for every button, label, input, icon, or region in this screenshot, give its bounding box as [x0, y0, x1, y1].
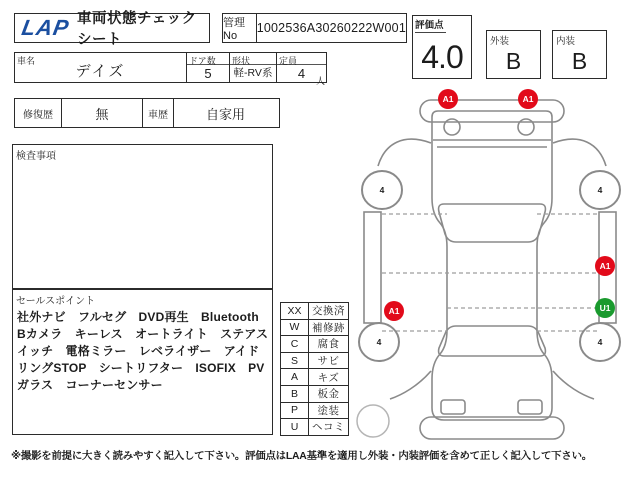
legend-code: S: [281, 352, 309, 369]
sheet-title: 車両状態チェックシート: [77, 11, 197, 48]
damage-marker-right-side: [595, 256, 615, 276]
damage-marker-right-side-dent: [595, 298, 615, 318]
roof-rear-glass: [439, 204, 546, 242]
door-count-value: 5: [204, 66, 212, 81]
tire-tread-value: 4: [376, 337, 382, 347]
overall-score-label: 評価点: [415, 17, 446, 33]
legend-code: P: [281, 402, 309, 419]
legend-label: ヘコミ: [309, 419, 349, 436]
marker-code: U1: [599, 303, 611, 313]
door-count-label: ドア数: [187, 54, 229, 65]
body-shape-value: 軽-RV系: [233, 67, 273, 79]
manage-no-label: 管理No: [223, 14, 257, 42]
exterior-score-value: B: [505, 48, 522, 74]
capacity-label: 定員: [277, 54, 326, 65]
marker-code: A1: [522, 94, 534, 104]
fender-front-right: [553, 371, 594, 399]
fender-rear-right: [553, 139, 606, 166]
repair-history-label: 修復歴: [15, 99, 62, 127]
body-shape-label: 形状: [230, 54, 276, 65]
legend-code: U: [281, 419, 309, 436]
usage-history-value: 自家用: [205, 106, 245, 122]
fender-rear-left: [378, 139, 431, 166]
tire-tread-value: 4: [597, 185, 603, 195]
exterior-score-label: 外装: [490, 36, 510, 47]
legend-label: 腐食: [309, 336, 349, 353]
damage-marker-left-side: [384, 301, 404, 321]
legend-code: C: [281, 336, 309, 353]
overall-score-value: 4.0: [421, 39, 463, 75]
car-body-outline: [432, 111, 552, 420]
interior-score-value: B: [571, 48, 588, 74]
damage-marker-rear-right: [518, 89, 538, 109]
legend-label: 塗装: [309, 402, 349, 419]
sales-points-label: セールスポイント: [16, 296, 96, 307]
car-outline: [364, 100, 616, 439]
inspection-panel-label: 検査事項: [16, 151, 56, 162]
legend-code: XX: [281, 303, 309, 320]
interior-score-label: 内装: [556, 36, 576, 47]
legend-label: サビ: [309, 352, 349, 369]
damage-marker-rear-left: [438, 89, 458, 109]
legend-label: 交換済: [309, 303, 349, 320]
footer-note: ※撮影を前提に大きく読みやすく記入して下さい。評価点はLAA基準を適用し外装・内装評価を含めて正しく記入して下さい。: [11, 451, 592, 462]
spare-tire-circle: [357, 405, 389, 437]
manage-no-value: 1002536A30260222W001: [256, 21, 406, 35]
side-panel-left: [364, 212, 381, 323]
capacity-value: 4: [297, 66, 306, 81]
usage-history-label: 車歴: [143, 99, 174, 127]
legend-code: W: [281, 319, 309, 336]
tire-tread-value: 4: [379, 185, 385, 195]
lap-logo: LAP: [19, 15, 72, 40]
legend-label: 補修跡: [309, 319, 349, 336]
sales-points-text: 社外ナビ フルセグ DVD再生 Bluetooth Bカメラ キーレス オートライト ステアスイッチ 電格ミラー レベライザー アイドリングSTOP シートリフター ISOFIX PVガラス コーナーセンサー: [17, 310, 272, 393]
marker-code: A1: [599, 261, 611, 271]
vehicle-name-value: デイズ: [75, 63, 126, 80]
front-foglamp-right: [518, 400, 542, 414]
capacity-unit: 人: [315, 76, 325, 86]
marker-code: A1: [442, 94, 454, 104]
legend-label: キズ: [309, 369, 349, 386]
tire-tread-labels: [377, 185, 603, 347]
front-foglamp-left: [441, 400, 465, 414]
vehicle-name-label: 車名: [17, 56, 36, 66]
tires: [359, 171, 620, 361]
legend-label: 板金: [309, 385, 349, 402]
fender-front-left: [390, 371, 431, 399]
repair-history-value: 無: [62, 99, 143, 127]
legend-code: B: [281, 385, 309, 402]
tire-tread-value: 4: [597, 337, 603, 347]
panel-dashed-lines: [382, 214, 599, 331]
marker-code: A1: [388, 306, 400, 316]
roof-front-glass: [439, 326, 546, 356]
legend-code: A: [281, 369, 309, 386]
damage-markers: [384, 89, 615, 321]
